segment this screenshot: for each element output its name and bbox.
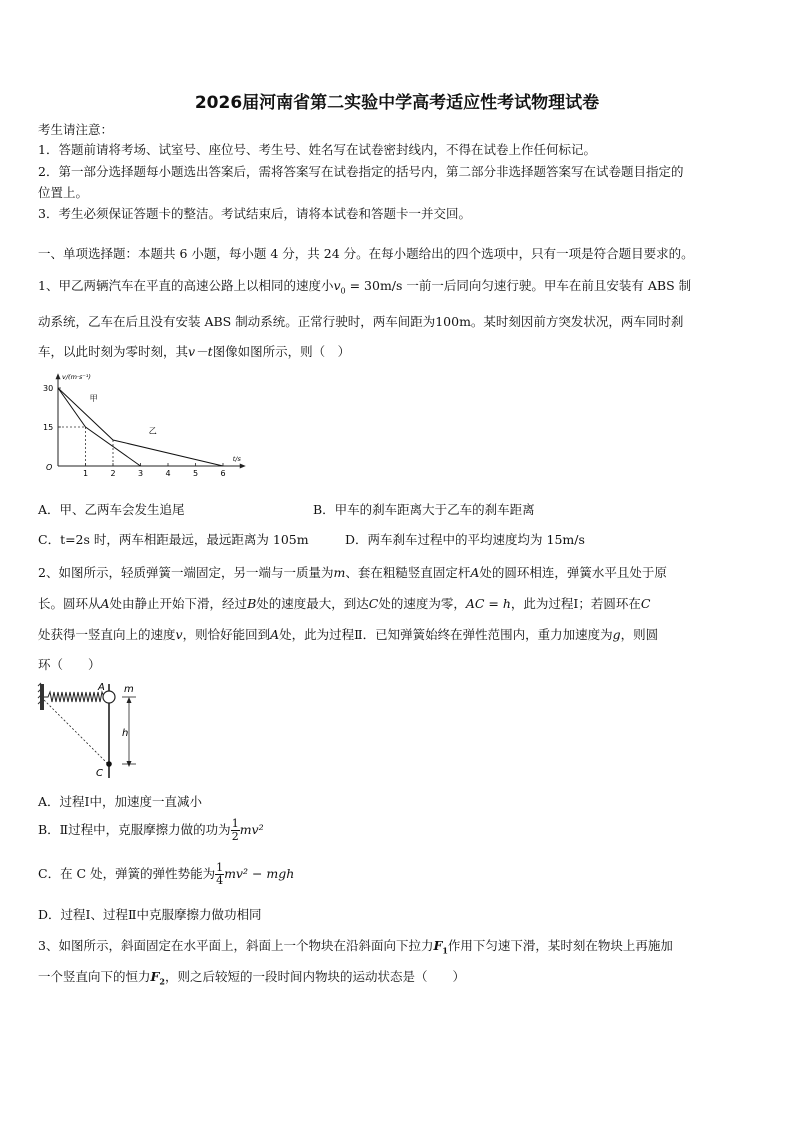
notice-item-2-cont: 位置上。 (38, 185, 89, 200)
q1-line-3: 车，以此时刻为零时刻，其v－t图像如图所示，则（ ） (38, 344, 351, 359)
q1-line-2: 动系统，乙车在后且没有安装 ABS 制动系统。正常行驶时，两车间距为100m。某时刻因前方突发状况，两车同时刹 (38, 314, 684, 329)
q3-line-1: 3、如图所示，斜面固定在水平面上，斜面上一个物块在沿斜面向下拉力$F_1$作用下匀速下滑，某时刻在物块上再施加 (38, 938, 673, 956)
x-tick-label: 4 (165, 469, 171, 478)
q1-option-d[interactable]: D．两车刹车过程中的平均速度均为 15m/s (345, 532, 585, 547)
notice-heading: 考生请注意： (38, 122, 114, 137)
dashed-spring-line (44, 700, 108, 764)
x-axis-arrow (240, 464, 246, 469)
page-title: 2026届河南省第二实验中学高考适应性考试物理试卷 (194, 93, 600, 113)
q2-line-2: 长。圆环从A处由静止开始下滑，经过B处的速度最大，到达C处的速度为零，AC = h，此为过程Ⅰ；若圆环在C (38, 596, 651, 611)
x-tick-label: 5 (193, 469, 199, 478)
q2-option-b[interactable]: B．Ⅱ过程中，克服摩擦力做的功为 $\frac{1}{2}$ mv² (38, 817, 264, 843)
origin-label: O (46, 463, 53, 472)
x-tick-label: 3 (138, 469, 144, 478)
label-a: A (98, 682, 105, 693)
y-axis-label: v/(m·s⁻¹) (62, 373, 91, 382)
q2-option-a[interactable]: A．过程Ⅰ中，加速度一直减小 (38, 794, 202, 809)
q1-option-b[interactable]: B．甲车的刹车距离大于乙车的刹车距离 (313, 502, 535, 517)
q2-option-d[interactable]: D．过程Ⅰ、过程Ⅱ中克服摩擦力做功相同 (38, 907, 262, 922)
fixed-wall (38, 683, 44, 710)
q1-line-1: 1、甲乙两辆汽车在平直的高速公路上以相同的速度小$v_0 = 30m/s$ 一前一后同向匀速行驶。甲车在前且安装有 ABS 制 (38, 278, 692, 296)
series-label-jia: 甲 (89, 394, 98, 403)
q2-line-3: 处获得一竖直向上的速度v，则恰好能回到A处，此为过程Ⅱ．已知弹簧始终在弹性范围内，重力加速度为g，则圆 (38, 627, 659, 642)
series-label-yi: 乙 (148, 426, 157, 436)
notice-item-1: 1．答题前请将考场、试室号、座位号、考生号、姓名写在试卷密封线内，不得在试卷上作任何标记。 (38, 142, 596, 157)
notice-item-2: 2．第一部分选择题每小题选出答案后，需将答案写在试卷指定的括号内，第二部分非选择题答案写在试卷题目指定的 (38, 164, 684, 179)
spring (44, 692, 104, 702)
x-tick-label: 1 (83, 469, 89, 478)
spring-ring-figure (36, 680, 152, 780)
label-m: m (124, 684, 134, 695)
notice-item-3: 3．考生必须保证答题卡的整洁。考试结束后，请将本试卷和答题卡一并交回。 (38, 206, 471, 221)
y-tick-label: 15 (43, 423, 54, 432)
y-tick-label: 30 (43, 384, 54, 393)
ring-at-c (106, 761, 112, 767)
q2-line-4: 环（ ） (38, 657, 101, 672)
section-heading: 一、单项选择题：本题共 6 小题，每小题 4 分，共 24 分。在每小题给出的四个选项中，只有一项是符合题目要求的。 (38, 246, 694, 261)
arrow-head-up (127, 697, 132, 703)
label-c: C (96, 768, 103, 779)
q1-option-a[interactable]: A．甲、乙两车会发生追尾 (38, 502, 185, 517)
q2-option-c[interactable]: C．在 C 处，弹簧的弹性势能为 $\frac{1}{4}$ mv² − mgh (38, 861, 295, 887)
y-axis-arrow (56, 373, 61, 379)
q2-line-1: 2、如图所示，轻质弹簧一端固定，另一端与一质量为m、套在粗糙竖直固定杆A处的圆环相连，弹簧水平且处于原 (38, 565, 667, 580)
label-h: h (122, 728, 129, 739)
x-tick-label: 6 (220, 469, 226, 478)
q1-option-c[interactable]: C．t=2s 时，两车相距最远，最远距离为 105m (38, 532, 309, 547)
x-axis-label: t/s (232, 455, 241, 463)
q3-line-2: 一个竖直向下的恒力$F_2$，则之后较短的一段时间内物块的运动状态是（ ） (38, 969, 465, 987)
vt-chart (36, 373, 252, 478)
x-tick-label: 2 (110, 469, 116, 478)
